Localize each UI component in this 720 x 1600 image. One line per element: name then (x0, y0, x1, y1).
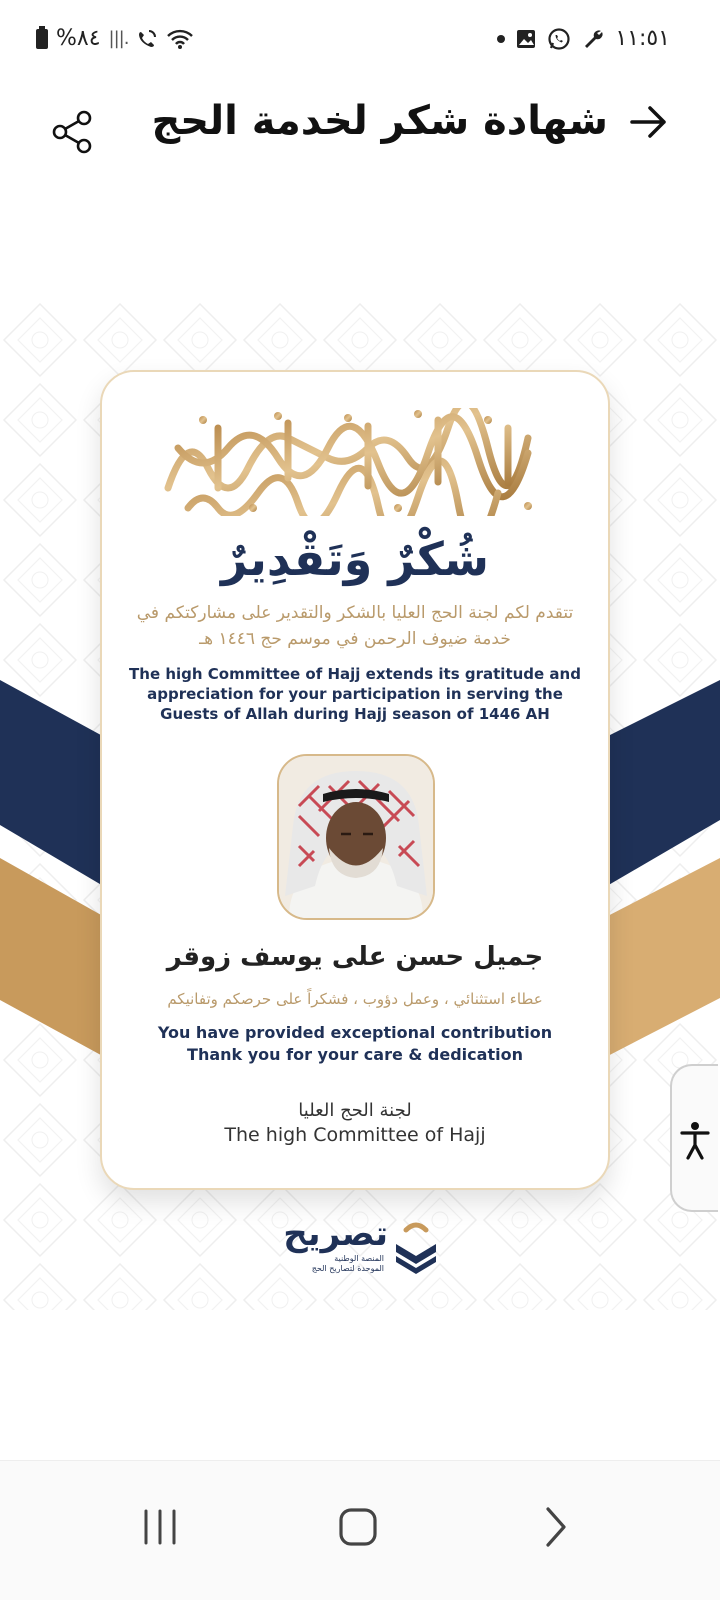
ribbon-left (0, 680, 110, 1060)
battery-percent: %٨٤ (56, 26, 101, 51)
gallery-icon (515, 28, 537, 50)
nav-back-icon[interactable] (526, 1497, 586, 1557)
certificate-image (0, 300, 720, 1310)
tasreeh-brand (270, 1214, 440, 1280)
status-bar (0, 0, 720, 80)
arabic-contribution-text: عطاء استثنائي ، وعمل دؤوب ، فشكراً على حرصكم وتفانيكم (167, 990, 543, 1008)
certificate-heading: شُكْرٌ وَتَقْدِيرٌ (220, 532, 490, 586)
wifi-icon (166, 28, 194, 50)
recipient-name: جميل حسن على يوسف زوقر (166, 942, 544, 972)
accessibility-button[interactable] (670, 1064, 718, 1212)
certificate-card (100, 370, 610, 1190)
recent-apps-icon[interactable] (130, 1497, 190, 1557)
whatsapp-icon (547, 27, 571, 51)
wrench-icon (581, 27, 605, 51)
arabic-intro-text: تتقدم لكم لجنة الحج العليا بالشكر والتقدير على مشاركتكم في خدمة ضيوف الرحمن في موسم حج ١٤٤٦ هـ (136, 603, 574, 649)
signal-icon: |||. (108, 28, 129, 49)
committee-name-english: The high Committee of Hajj (224, 1124, 486, 1146)
accessibility-icon (678, 1120, 712, 1160)
back-arrow-icon[interactable] (624, 98, 672, 146)
brand-subtitle-line-1: المنصة الوطنية (334, 1254, 384, 1263)
english-contribution-line-1: You have provided exceptional contribution (157, 1023, 553, 1042)
english-contribution-text (122, 1022, 588, 1066)
tasreeh-logo-icon (392, 1222, 440, 1274)
tasreeh-brand-subtitle (284, 1254, 384, 1274)
app-bar (0, 88, 720, 168)
english-contribution-line-2: Thank you for your care & dedication (187, 1045, 523, 1064)
calligraphy-artwork (158, 408, 556, 516)
english-intro-text: The high Committee of Hajj extends its gratitude and appreciation for your participation in serving the Guests of Allah during Hajj season of 1446 AH (129, 665, 581, 723)
battery-icon (36, 29, 48, 49)
home-icon[interactable] (328, 1497, 388, 1557)
ribbon-right (600, 680, 720, 1060)
portrait-illustration (279, 756, 433, 918)
page-title: شهادة شكر لخدمة الحج (151, 98, 608, 144)
tasreeh-brand-name: تصريح (283, 1214, 388, 1254)
share-icon[interactable] (48, 108, 96, 156)
brand-subtitle-line-2: الموحدة لتصاريح الحج (311, 1264, 384, 1273)
status-right-group (497, 26, 670, 51)
system-navigation-bar (0, 1460, 720, 1600)
committee-name-arabic: لجنة الحج العليا (298, 1100, 412, 1121)
clock: ١١:٥١ (615, 26, 670, 51)
wifi-call-icon (136, 28, 158, 50)
notification-dot (497, 35, 505, 43)
recipient-photo (277, 754, 435, 920)
status-left-group (36, 26, 194, 51)
